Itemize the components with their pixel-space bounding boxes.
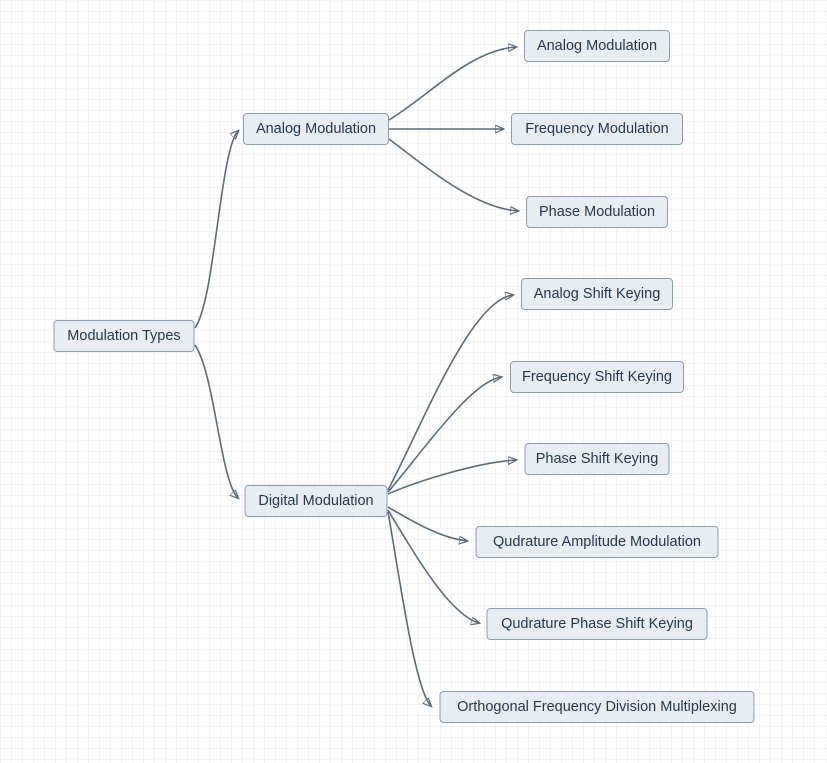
node-label: Phase Shift Keying [535,450,659,467]
node-fsk[interactable] [510,361,684,393]
edge-digital-to-qam [388,507,467,541]
node-digital[interactable] [245,485,388,517]
edge-root-to-digital [195,345,238,498]
node-root[interactable] [54,320,195,352]
edge-digital-to-ofdm [388,512,431,706]
node-label: Analog Shift Keying [533,285,661,302]
edge-analog-to-pm [389,139,518,211]
node-label: Frequency Modulation [525,120,669,137]
edge-digital-to-ask [388,295,513,490]
edge-digital-to-fsk [388,377,501,492]
node-fm[interactable] [511,113,683,145]
node-label: Frequency Shift Keying [522,368,672,385]
node-am[interactable] [524,30,670,62]
edge-analog-to-am [389,47,516,120]
node-label: Phase Modulation [538,203,656,220]
node-ofdm[interactable] [440,691,755,723]
node-ask[interactable] [521,278,673,310]
node-analog[interactable] [243,113,389,145]
node-label: Analog Modulation [536,37,658,54]
edge-digital-to-qpsk [388,510,479,623]
node-label: Orthogonal Frequency Division Multiplexing [457,698,737,715]
node-label: Modulation Types [67,327,181,344]
node-label: Qudrature Amplitude Modulation [493,533,701,550]
node-label: Digital Modulation [258,492,374,509]
edge-root-to-analog [195,131,238,328]
node-qam[interactable] [476,526,719,558]
node-label: Analog Modulation [255,120,377,137]
node-psk[interactable] [525,443,670,475]
edge-digital-to-psk [388,460,516,494]
node-pm[interactable] [526,196,668,228]
node-label: Qudrature Phase Shift Keying [501,615,693,632]
node-qpsk[interactable] [487,608,708,640]
